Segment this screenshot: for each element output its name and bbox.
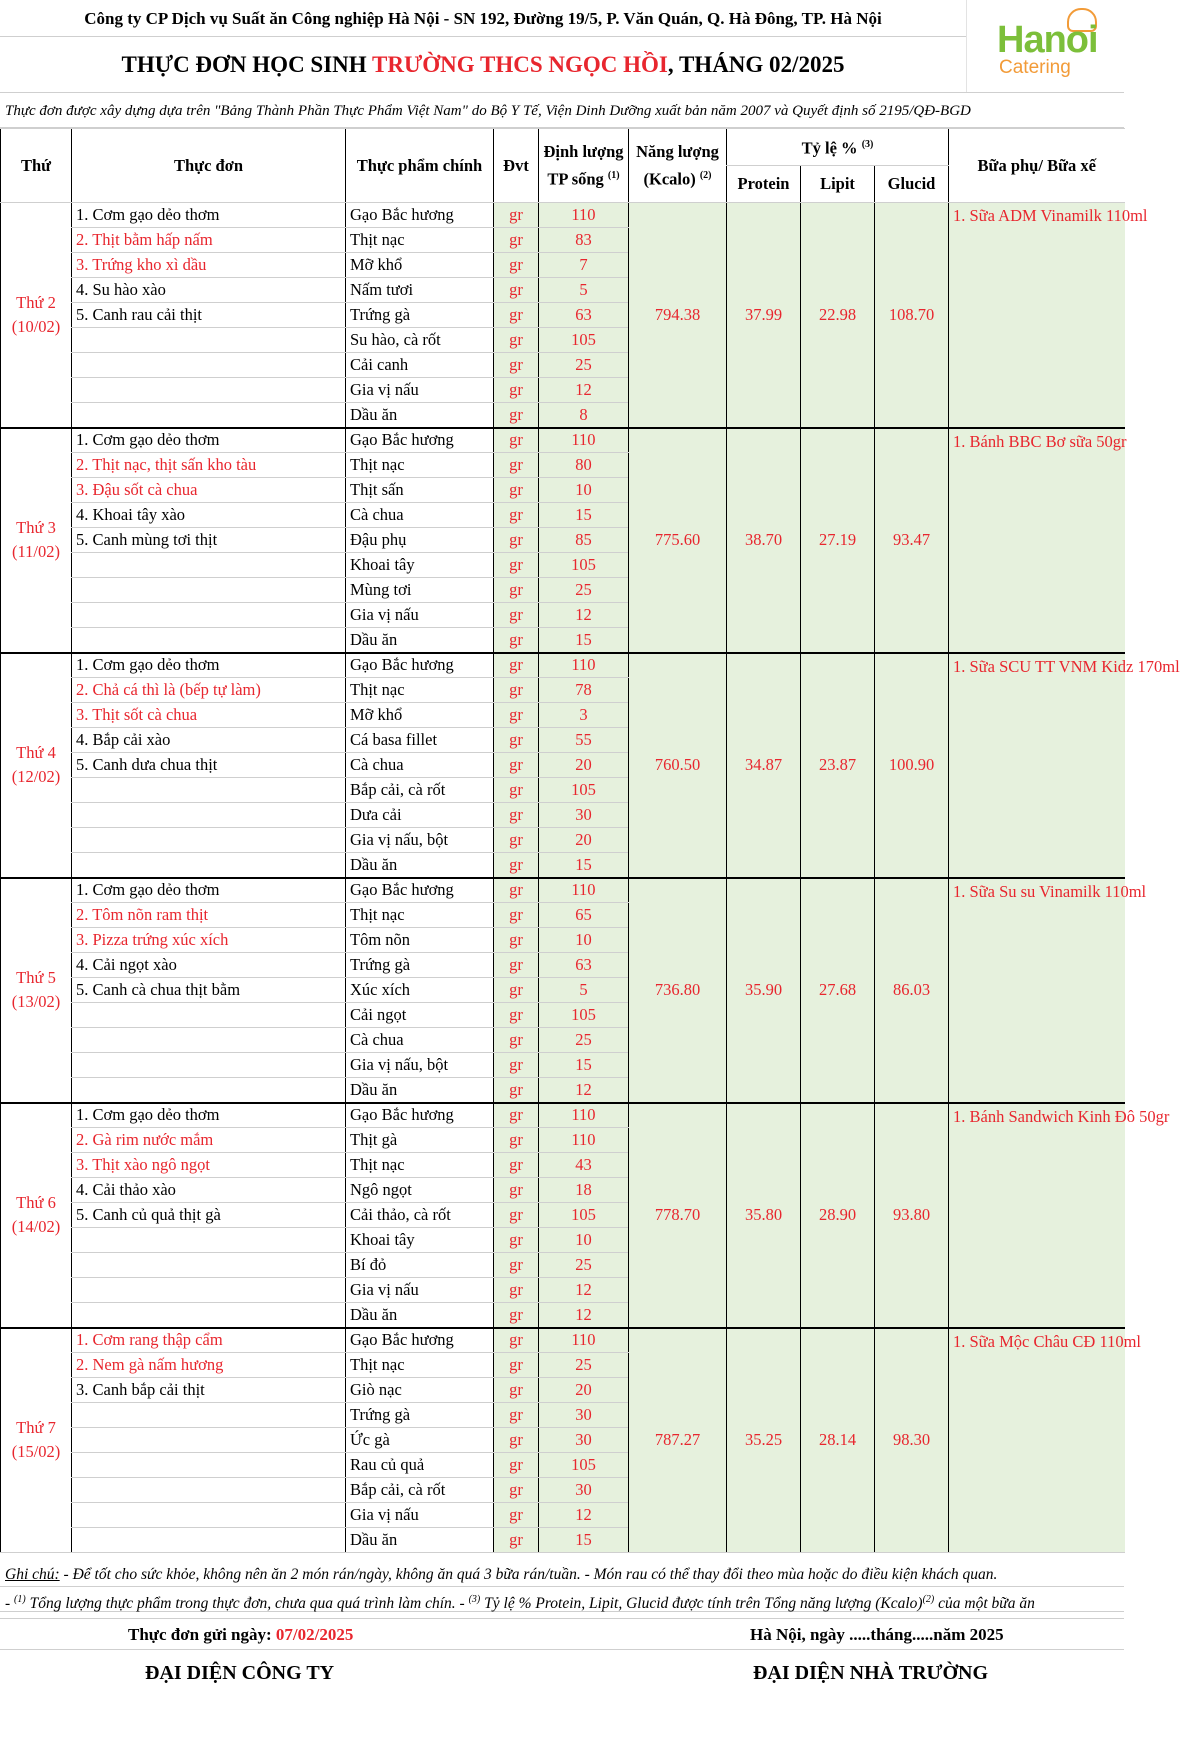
dish-cell: 1. Cơm gạo dẻo thơm bbox=[72, 428, 346, 453]
col-ty-le: Tỷ lệ % $^{(3)}$ bbox=[727, 129, 949, 166]
title-school: TRƯỜNG THCS NGỌC HỒI bbox=[372, 52, 668, 77]
unit-cell: gr bbox=[494, 503, 539, 528]
dish-cell: 3. Thịt xào ngô ngọt bbox=[72, 1153, 346, 1178]
dish-cell: 4. Khoai tây xào bbox=[72, 503, 346, 528]
dish-cell bbox=[72, 328, 346, 353]
sent-row bbox=[0, 1618, 1124, 1650]
food-cell: Gia vị nấu bbox=[346, 378, 494, 403]
col-protein: Protein bbox=[727, 166, 801, 203]
qty-cell: 10 bbox=[539, 478, 629, 503]
protein-cell: 35.90 bbox=[727, 878, 801, 1103]
dish-cell bbox=[72, 778, 346, 803]
dish-cell: 5. Canh dưa chua thịt bbox=[72, 753, 346, 778]
unit-cell: gr bbox=[494, 353, 539, 378]
dish-cell: 2. Thịt bằm hấp nấm bbox=[72, 228, 346, 253]
qty-cell: 110 bbox=[539, 203, 629, 228]
dish-cell bbox=[72, 1453, 346, 1478]
food-cell: Gạo Bắc hương bbox=[346, 203, 494, 228]
food-cell: Cà chua bbox=[346, 503, 494, 528]
food-cell: Trứng gà bbox=[346, 303, 494, 328]
food-cell: Tôm nõn bbox=[346, 928, 494, 953]
dish-cell bbox=[72, 1278, 346, 1303]
note-text-1: - Để tốt cho sức khỏe, không nên ăn 2 món rán/ngày, không ăn quá 3 bữa rán/tuần. - Món rau có thể thay đổi theo mùa hoặc do điều kiện khách quan. bbox=[59, 1566, 998, 1583]
glucid-cell: 93.80 bbox=[875, 1103, 949, 1328]
dish-cell bbox=[72, 578, 346, 603]
dish-cell: 3. Pizza trứng xúc xích bbox=[72, 928, 346, 953]
qty-cell: 15 bbox=[539, 1053, 629, 1078]
day-label: Thứ 5 (13/02) bbox=[1, 878, 72, 1103]
unit-cell: gr bbox=[494, 1278, 539, 1303]
qty-cell: 25 bbox=[539, 578, 629, 603]
dish-cell: 2. Thịt nạc, thịt sấn kho tàu bbox=[72, 453, 346, 478]
qty-cell: 25 bbox=[539, 1353, 629, 1378]
qty-cell: 105 bbox=[539, 553, 629, 578]
food-cell: Dầu ăn bbox=[346, 1528, 494, 1553]
lipit-cell: 27.19 bbox=[801, 428, 875, 653]
food-cell: Thịt nạc bbox=[346, 1353, 494, 1378]
food-cell: Thịt nạc bbox=[346, 228, 494, 253]
qty-cell: 105 bbox=[539, 328, 629, 353]
qty-cell: 10 bbox=[539, 1228, 629, 1253]
qty-cell: 12 bbox=[539, 378, 629, 403]
qty-cell: 110 bbox=[539, 1128, 629, 1153]
food-cell: Thịt nạc bbox=[346, 1153, 494, 1178]
qty-cell: 63 bbox=[539, 953, 629, 978]
food-cell: Khoai tây bbox=[346, 1228, 494, 1253]
qty-cell: 20 bbox=[539, 753, 629, 778]
food-cell: Thịt nạc bbox=[346, 903, 494, 928]
food-cell: Gạo Bắc hương bbox=[346, 878, 494, 903]
unit-cell: gr bbox=[494, 1003, 539, 1028]
energy-cell: 775.60 bbox=[629, 428, 727, 653]
food-cell: Gạo Bắc hương bbox=[346, 653, 494, 678]
unit-cell: gr bbox=[494, 403, 539, 428]
source-note: Thực đơn được xây dựng dựa trên "Bảng Thành Phần Thực Phẩm Việt Nam" do Bộ Y Tế, Viện Dinh Dưỡng xuất bản năm 2007 và Quyết định số 2195/QĐ-BGD bbox=[0, 92, 1124, 128]
unit-cell: gr bbox=[494, 1203, 539, 1228]
unit-cell: gr bbox=[494, 1428, 539, 1453]
dish-cell bbox=[72, 803, 346, 828]
dish-cell bbox=[72, 1528, 346, 1553]
qty-cell: 55 bbox=[539, 728, 629, 753]
day-label: Thứ 2 (10/02) bbox=[1, 203, 72, 428]
day-label: Thứ 6 (14/02) bbox=[1, 1103, 72, 1328]
protein-cell: 35.80 bbox=[727, 1103, 801, 1328]
lipit-cell: 28.90 bbox=[801, 1103, 875, 1328]
table-row bbox=[1, 878, 1125, 903]
unit-cell: gr bbox=[494, 1528, 539, 1553]
qty-cell: 105 bbox=[539, 1003, 629, 1028]
unit-cell: gr bbox=[494, 253, 539, 278]
unit-cell: gr bbox=[494, 1103, 539, 1128]
snack-cell: 1. Bánh Sandwich Kinh Đô 50gr bbox=[949, 1103, 1125, 1328]
title-prefix: THỰC ĐƠN HỌC SINH bbox=[121, 52, 373, 77]
qty-cell: 8 bbox=[539, 403, 629, 428]
dish-cell bbox=[72, 1228, 346, 1253]
unit-cell: gr bbox=[494, 1453, 539, 1478]
unit-cell: gr bbox=[494, 1478, 539, 1503]
unit-cell: gr bbox=[494, 953, 539, 978]
food-cell: Mỡ khổ bbox=[346, 253, 494, 278]
dish-cell: 1. Cơm rang thập cẩm bbox=[72, 1328, 346, 1353]
col-thu: Thứ bbox=[1, 129, 72, 203]
food-cell: Cà chua bbox=[346, 753, 494, 778]
unit-cell: gr bbox=[494, 278, 539, 303]
qty-cell: 25 bbox=[539, 1253, 629, 1278]
dish-cell: 2. Chả cá thì là (bếp tự làm) bbox=[72, 678, 346, 703]
unit-cell: gr bbox=[494, 678, 539, 703]
unit-cell: gr bbox=[494, 228, 539, 253]
unit-cell: gr bbox=[494, 428, 539, 453]
qty-cell: 110 bbox=[539, 1328, 629, 1353]
food-cell: Cải canh bbox=[346, 353, 494, 378]
food-cell: Trứng gà bbox=[346, 953, 494, 978]
unit-cell: gr bbox=[494, 728, 539, 753]
unit-cell: gr bbox=[494, 528, 539, 553]
qty-cell: 12 bbox=[539, 1303, 629, 1328]
dish-cell bbox=[72, 1003, 346, 1028]
energy-cell: 787.27 bbox=[629, 1328, 727, 1553]
col-dinh-luong: Định lượng TP sống $^{(1)}$ bbox=[539, 129, 629, 203]
energy-cell: 794.38 bbox=[629, 203, 727, 428]
col-nang-luong: Năng lượng (Kcalo) $^{(2)}$ bbox=[629, 129, 727, 203]
table-row bbox=[1, 653, 1125, 678]
food-cell: Bắp cải, cà rốt bbox=[346, 1478, 494, 1503]
qty-cell: 78 bbox=[539, 678, 629, 703]
table-row bbox=[1, 203, 1125, 228]
qty-cell: 85 bbox=[539, 528, 629, 553]
food-cell: Ngô ngọt bbox=[346, 1178, 494, 1203]
unit-cell: gr bbox=[494, 578, 539, 603]
dish-cell: 3. Canh bắp cải thịt bbox=[72, 1378, 346, 1403]
col-glucid: Glucid bbox=[875, 166, 949, 203]
unit-cell: gr bbox=[494, 328, 539, 353]
dish-cell bbox=[72, 553, 346, 578]
note-label: Ghi chú: bbox=[5, 1566, 60, 1583]
food-cell: Rau củ quả bbox=[346, 1453, 494, 1478]
school-representative: ĐẠI DIỆN NHÀ TRƯỜNG bbox=[753, 1662, 989, 1684]
food-cell: Dầu ăn bbox=[346, 1303, 494, 1328]
protein-cell: 38.70 bbox=[727, 428, 801, 653]
dish-cell: 4. Cải thảo xào bbox=[72, 1178, 346, 1203]
note-line-2: - $^{(1)}$ Tổng lượng thực phẩm trong thực đơn, chưa qua quá trình làm chín. - $^{(3)}$ Tỷ lệ % Protein, Lipit, Glucid được tính trên Tổng năng lượng (Kcalo)$^{(2)}$ của một bữa ăn bbox=[0, 1587, 1124, 1612]
menu-table bbox=[0, 128, 1180, 1553]
unit-cell: gr bbox=[494, 303, 539, 328]
qty-cell: 12 bbox=[539, 1503, 629, 1528]
qty-cell: 110 bbox=[539, 653, 629, 678]
dish-cell: 3. Đậu sốt cà chua bbox=[72, 478, 346, 503]
dish-cell bbox=[72, 1053, 346, 1078]
col-dvt: Đvt bbox=[494, 129, 539, 203]
unit-cell: gr bbox=[494, 1253, 539, 1278]
dish-cell: 2. Nem gà nấm hương bbox=[72, 1353, 346, 1378]
sent-date: Thực đơn gửi ngày: 07/02/2025 bbox=[128, 1625, 354, 1644]
qty-cell: 20 bbox=[539, 828, 629, 853]
qty-cell: 25 bbox=[539, 1028, 629, 1053]
energy-cell: 760.50 bbox=[629, 653, 727, 878]
food-cell: Thịt nạc bbox=[346, 453, 494, 478]
snack-cell: 1. Bánh BBC Bơ sữa 50gr bbox=[949, 428, 1125, 653]
dish-cell bbox=[72, 353, 346, 378]
snack-cell: 1. Sữa Su su Vinamilk 110ml bbox=[949, 878, 1125, 1103]
food-cell: Cà chua bbox=[346, 1028, 494, 1053]
glucid-cell: 100.90 bbox=[875, 653, 949, 878]
col-thuc-don: Thực đơn bbox=[72, 129, 346, 203]
food-cell: Dầu ăn bbox=[346, 628, 494, 653]
qty-cell: 12 bbox=[539, 603, 629, 628]
unit-cell: gr bbox=[494, 778, 539, 803]
qty-cell: 30 bbox=[539, 803, 629, 828]
table-row bbox=[1, 1103, 1125, 1128]
glucid-cell: 108.70 bbox=[875, 203, 949, 428]
unit-cell: gr bbox=[494, 1328, 539, 1353]
logo-word: Hanoi bbox=[997, 19, 1098, 61]
dish-cell bbox=[72, 1478, 346, 1503]
dish-cell bbox=[72, 1503, 346, 1528]
qty-cell: 105 bbox=[539, 778, 629, 803]
snack-cell: 1. Sữa Mộc Châu CĐ 110ml bbox=[949, 1328, 1125, 1553]
table-row bbox=[1, 428, 1125, 453]
glucid-cell: 98.30 bbox=[875, 1328, 949, 1553]
table-row bbox=[1, 1328, 1125, 1353]
food-cell: Giò nạc bbox=[346, 1378, 494, 1403]
dish-cell: 2. Tôm nõn ram thịt bbox=[72, 903, 346, 928]
dish-cell bbox=[72, 1428, 346, 1453]
dish-cell bbox=[72, 403, 346, 428]
snack-cell: 1. Sữa ADM Vinamilk 110ml bbox=[949, 203, 1125, 428]
unit-cell: gr bbox=[494, 378, 539, 403]
food-cell: Dầu ăn bbox=[346, 853, 494, 878]
day-label: Thứ 3 (11/02) bbox=[1, 428, 72, 653]
qty-cell: 5 bbox=[539, 278, 629, 303]
qty-cell: 30 bbox=[539, 1478, 629, 1503]
food-cell: Ức gà bbox=[346, 1428, 494, 1453]
qty-cell: 15 bbox=[539, 1528, 629, 1553]
food-cell: Su hào, cà rốt bbox=[346, 328, 494, 353]
dish-cell bbox=[72, 853, 346, 878]
qty-cell: 12 bbox=[539, 1078, 629, 1103]
food-cell: Mỡ khổ bbox=[346, 703, 494, 728]
qty-cell: 65 bbox=[539, 903, 629, 928]
col-thuc-pham: Thực phẩm chính bbox=[346, 129, 494, 203]
qty-cell: 105 bbox=[539, 1453, 629, 1478]
unit-cell: gr bbox=[494, 1053, 539, 1078]
dish-cell bbox=[72, 1403, 346, 1428]
food-cell: Cải thảo, cà rốt bbox=[346, 1203, 494, 1228]
company-line: Công ty CP Dịch vụ Suất ăn Công nghiệp Hà Nội - SN 192, Đường 19/5, P. Văn Quán, Q. Hà Đông, TP. Hà Nội bbox=[0, 0, 966, 37]
food-cell: Mùng tơi bbox=[346, 578, 494, 603]
dish-cell: 5. Canh cà chua thịt bằm bbox=[72, 978, 346, 1003]
dish-cell bbox=[72, 628, 346, 653]
qty-cell: 110 bbox=[539, 428, 629, 453]
qty-cell: 7 bbox=[539, 253, 629, 278]
unit-cell: gr bbox=[494, 878, 539, 903]
food-cell: Gia vị nấu bbox=[346, 1278, 494, 1303]
day-label: Thứ 7 (15/02) bbox=[1, 1328, 72, 1553]
signature-row bbox=[0, 1655, 1124, 1691]
unit-cell: gr bbox=[494, 553, 539, 578]
qty-cell: 63 bbox=[539, 303, 629, 328]
dish-cell: 1. Cơm gạo dẻo thơm bbox=[72, 878, 346, 903]
unit-cell: gr bbox=[494, 753, 539, 778]
place-date: Hà Nội, ngày .....tháng.....năm 2025 bbox=[750, 1625, 1004, 1644]
lipit-cell: 22.98 bbox=[801, 203, 875, 428]
col-bua-phu: Bữa phụ/ Bữa xế bbox=[949, 129, 1125, 203]
dish-cell: 4. Su hào xào bbox=[72, 278, 346, 303]
dish-cell: 1. Cơm gạo dẻo thơm bbox=[72, 653, 346, 678]
unit-cell: gr bbox=[494, 828, 539, 853]
food-cell: Dầu ăn bbox=[346, 403, 494, 428]
dish-cell bbox=[72, 1303, 346, 1328]
unit-cell: gr bbox=[494, 853, 539, 878]
unit-cell: gr bbox=[494, 653, 539, 678]
unit-cell: gr bbox=[494, 453, 539, 478]
protein-cell: 34.87 bbox=[727, 653, 801, 878]
unit-cell: gr bbox=[494, 803, 539, 828]
unit-cell: gr bbox=[494, 1078, 539, 1103]
note-line-1 bbox=[0, 1562, 1124, 1587]
qty-cell: 15 bbox=[539, 628, 629, 653]
dish-cell: 5. Canh rau cải thịt bbox=[72, 303, 346, 328]
dish-cell: 3. Trứng kho xì dầu bbox=[72, 253, 346, 278]
unit-cell: gr bbox=[494, 203, 539, 228]
unit-cell: gr bbox=[494, 478, 539, 503]
unit-cell: gr bbox=[494, 603, 539, 628]
food-cell: Thịt sấn bbox=[346, 478, 494, 503]
qty-cell: 18 bbox=[539, 1178, 629, 1203]
unit-cell: gr bbox=[494, 628, 539, 653]
unit-cell: gr bbox=[494, 1353, 539, 1378]
food-cell: Dầu ăn bbox=[346, 1078, 494, 1103]
company-representative: ĐẠI DIỆN CÔNG TY bbox=[145, 1662, 335, 1684]
unit-cell: gr bbox=[494, 1503, 539, 1528]
food-cell: Nấm tươi bbox=[346, 278, 494, 303]
food-cell: Bắp cải, cà rốt bbox=[346, 778, 494, 803]
food-cell: Đậu phụ bbox=[346, 528, 494, 553]
unit-cell: gr bbox=[494, 1128, 539, 1153]
dish-cell: 4. Bắp cải xào bbox=[72, 728, 346, 753]
glucid-cell: 86.03 bbox=[875, 878, 949, 1103]
qty-cell: 12 bbox=[539, 1278, 629, 1303]
food-cell: Gia vị nấu, bột bbox=[346, 1053, 494, 1078]
qty-cell: 5 bbox=[539, 978, 629, 1003]
qty-cell: 15 bbox=[539, 853, 629, 878]
dish-cell bbox=[72, 1028, 346, 1053]
qty-cell: 80 bbox=[539, 453, 629, 478]
energy-cell: 778.70 bbox=[629, 1103, 727, 1328]
unit-cell: gr bbox=[494, 1228, 539, 1253]
food-cell: Thịt gà bbox=[346, 1128, 494, 1153]
lipit-cell: 28.14 bbox=[801, 1328, 875, 1553]
qty-cell: 10 bbox=[539, 928, 629, 953]
dish-cell: 4. Cải ngọt xào bbox=[72, 953, 346, 978]
qty-cell: 83 bbox=[539, 228, 629, 253]
lipit-cell: 27.68 bbox=[801, 878, 875, 1103]
qty-cell: 30 bbox=[539, 1403, 629, 1428]
unit-cell: gr bbox=[494, 703, 539, 728]
title-suffix: , THÁNG 02/2025 bbox=[667, 52, 845, 77]
unit-cell: gr bbox=[494, 1178, 539, 1203]
unit-cell: gr bbox=[494, 1153, 539, 1178]
snack-cell: 1. Sữa SCU TT VNM Kidz 170ml bbox=[949, 653, 1125, 878]
food-cell: Trứng gà bbox=[346, 1403, 494, 1428]
dish-cell bbox=[72, 1253, 346, 1278]
qty-cell: 25 bbox=[539, 353, 629, 378]
dish-cell: 2. Gà rim nước mắm bbox=[72, 1128, 346, 1153]
dish-cell bbox=[72, 603, 346, 628]
hanoi-catering-logo bbox=[966, 0, 1124, 92]
unit-cell: gr bbox=[494, 1378, 539, 1403]
food-cell: Gia vị nấu bbox=[346, 1503, 494, 1528]
qty-cell: 110 bbox=[539, 878, 629, 903]
unit-cell: gr bbox=[494, 1028, 539, 1053]
food-cell: Cá basa fillet bbox=[346, 728, 494, 753]
day-label: Thứ 4 (12/02) bbox=[1, 653, 72, 878]
food-cell: Gạo Bắc hương bbox=[346, 428, 494, 453]
dish-cell bbox=[72, 378, 346, 403]
unit-cell: gr bbox=[494, 903, 539, 928]
dish-cell: 3. Thịt sốt cà chua bbox=[72, 703, 346, 728]
food-cell: Bí đỏ bbox=[346, 1253, 494, 1278]
glucid-cell: 93.47 bbox=[875, 428, 949, 653]
page-title bbox=[0, 37, 966, 92]
unit-cell: gr bbox=[494, 928, 539, 953]
food-cell: Khoai tây bbox=[346, 553, 494, 578]
qty-cell: 43 bbox=[539, 1153, 629, 1178]
dish-cell: 5. Canh củ quả thịt gà bbox=[72, 1203, 346, 1228]
qty-cell: 110 bbox=[539, 1103, 629, 1128]
dish-cell: 1. Cơm gạo dẻo thơm bbox=[72, 203, 346, 228]
dish-cell: 1. Cơm gạo dẻo thơm bbox=[72, 1103, 346, 1128]
menu-body bbox=[1, 203, 1180, 1553]
logo-sub: Catering bbox=[999, 57, 1071, 78]
food-cell: Xúc xích bbox=[346, 978, 494, 1003]
food-cell: Gia vị nấu bbox=[346, 603, 494, 628]
qty-cell: 105 bbox=[539, 1203, 629, 1228]
energy-cell: 736.80 bbox=[629, 878, 727, 1103]
col-lipit: Lipit bbox=[801, 166, 875, 203]
food-cell: Cải ngọt bbox=[346, 1003, 494, 1028]
food-cell: Gạo Bắc hương bbox=[346, 1103, 494, 1128]
protein-cell: 35.25 bbox=[727, 1328, 801, 1553]
food-cell: Gia vị nấu, bột bbox=[346, 828, 494, 853]
dish-cell: 5. Canh mùng tơi thịt bbox=[72, 528, 346, 553]
protein-cell: 37.99 bbox=[727, 203, 801, 428]
unit-cell: gr bbox=[494, 978, 539, 1003]
dish-cell bbox=[72, 1078, 346, 1103]
unit-cell: gr bbox=[494, 1303, 539, 1328]
qty-cell: 20 bbox=[539, 1378, 629, 1403]
unit-cell: gr bbox=[494, 1403, 539, 1428]
qty-cell: 30 bbox=[539, 1428, 629, 1453]
food-cell: Thịt nạc bbox=[346, 678, 494, 703]
food-cell: Gạo Bắc hương bbox=[346, 1328, 494, 1353]
notes bbox=[0, 1562, 1124, 1612]
dish-cell bbox=[72, 828, 346, 853]
qty-cell: 15 bbox=[539, 503, 629, 528]
lipit-cell: 23.87 bbox=[801, 653, 875, 878]
qty-cell: 3 bbox=[539, 703, 629, 728]
food-cell: Dưa cải bbox=[346, 803, 494, 828]
